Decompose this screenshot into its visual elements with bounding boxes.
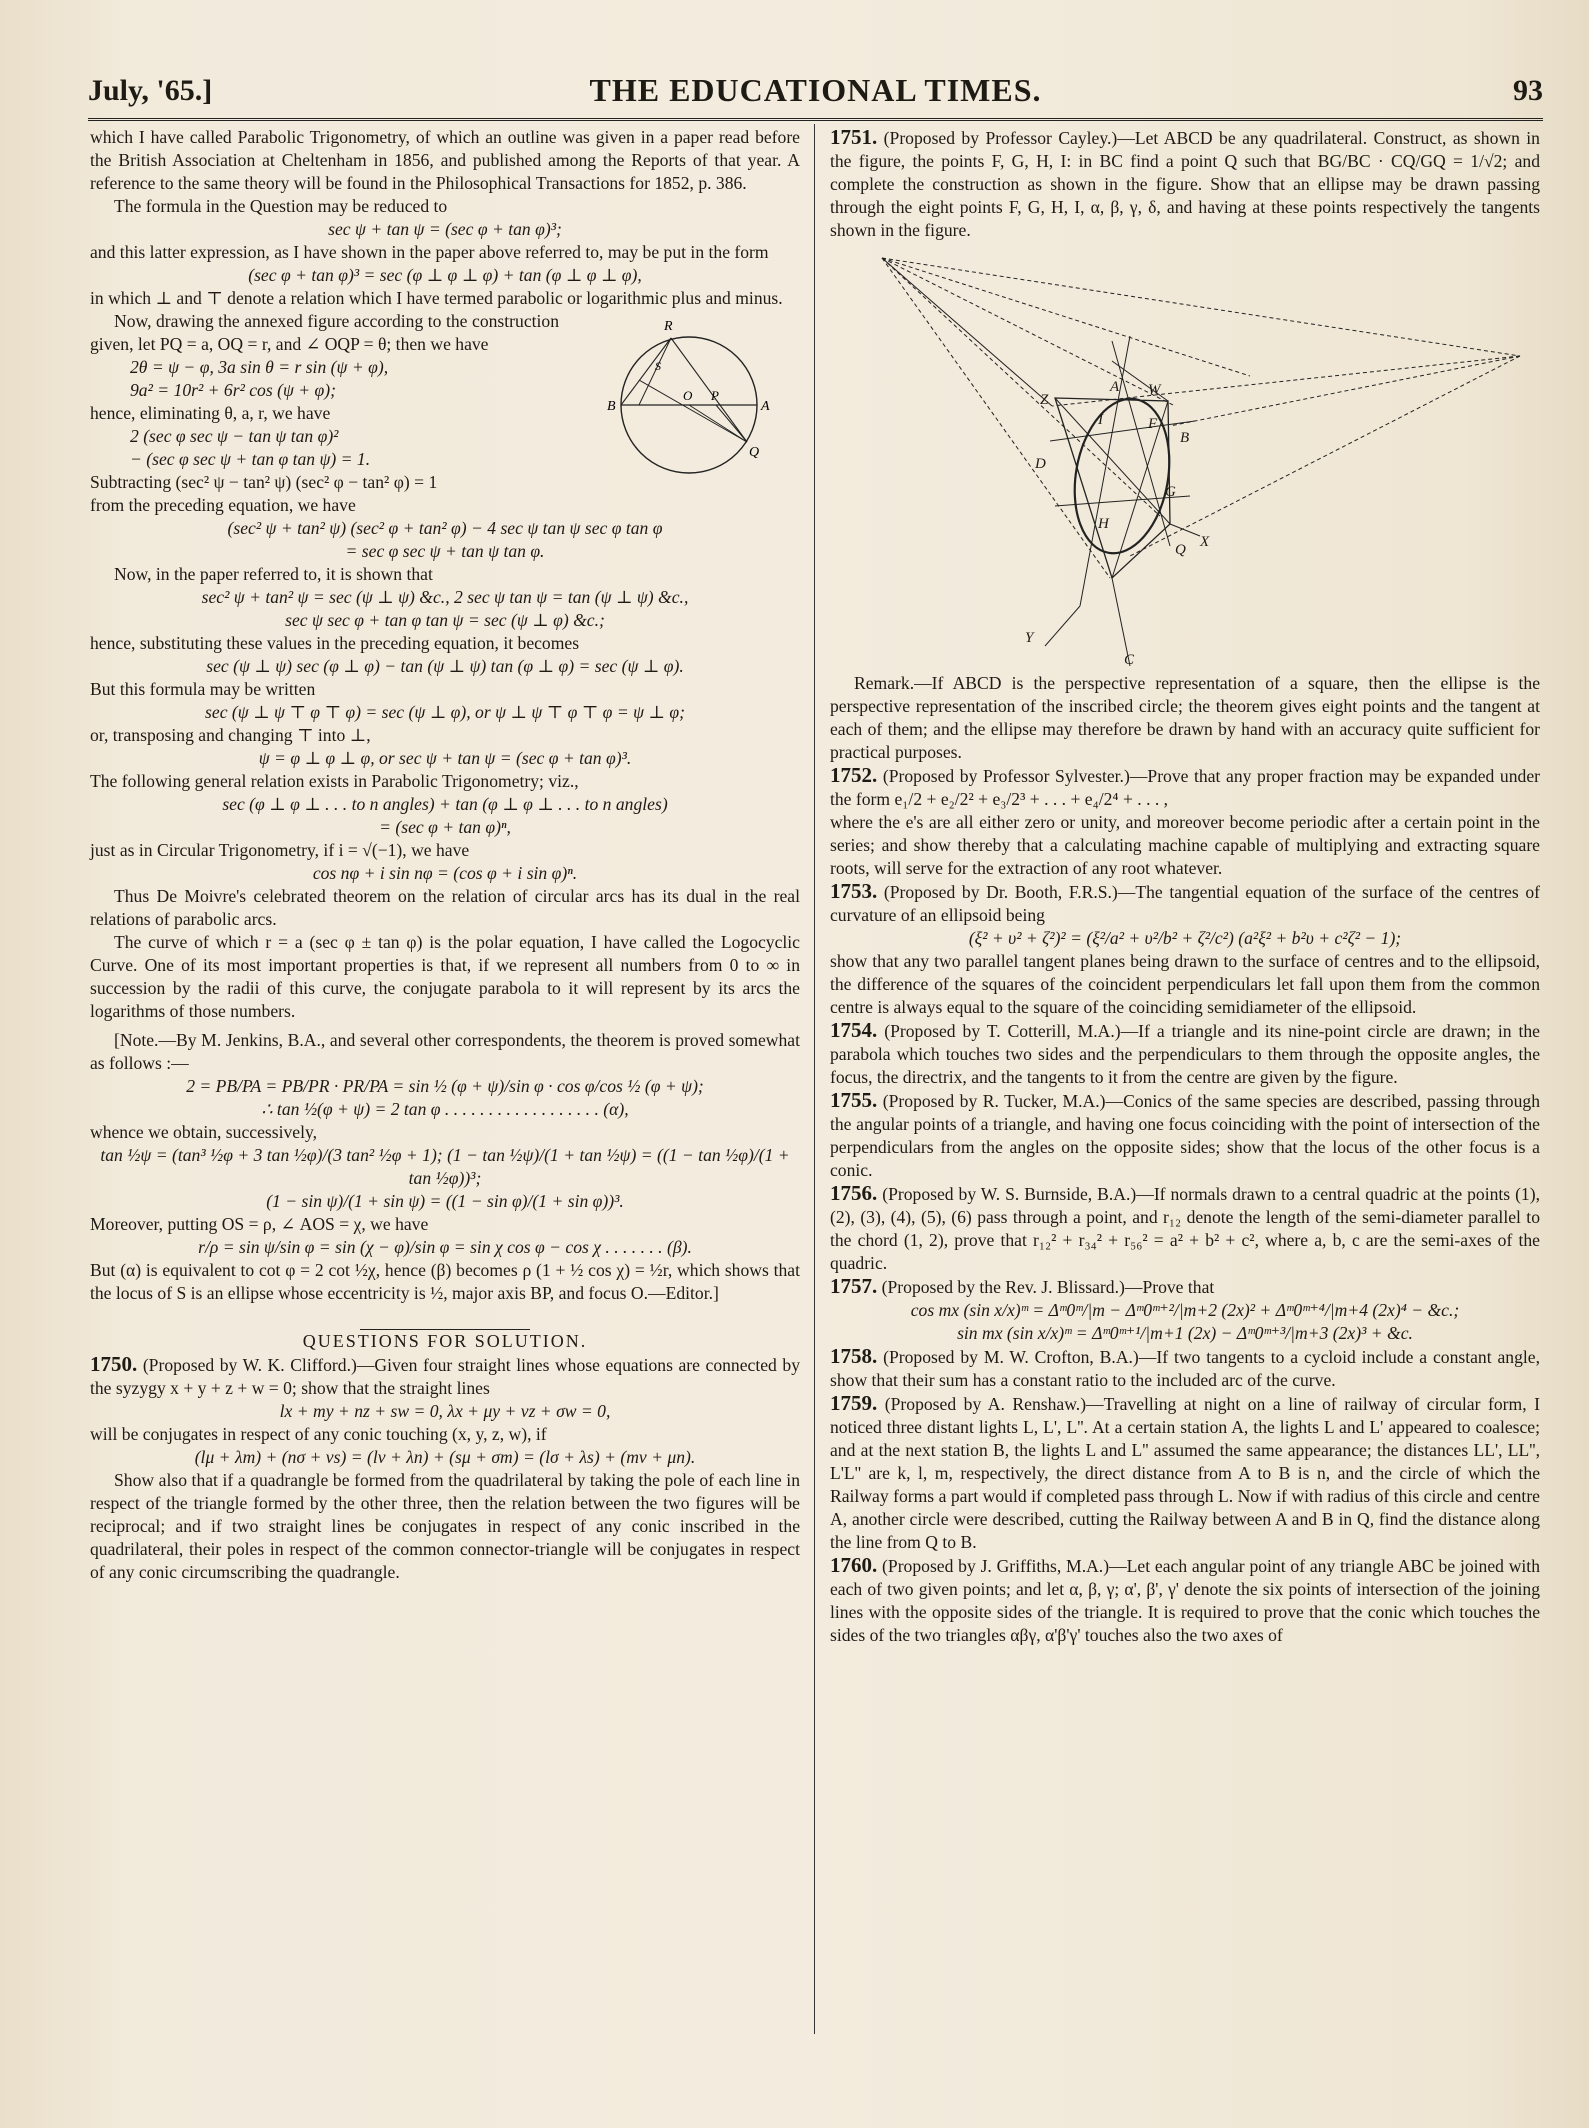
equation: sec ψ sec φ + tan φ tan ψ = sec (ψ ⊥ φ) &c.;	[285, 610, 605, 630]
header-title: THE EDUCATIONAL TIMES.	[589, 72, 1042, 108]
circle-figure	[571, 310, 796, 485]
question-1751	[830, 126, 1540, 242]
quadrilateral-ellipse-figure	[830, 246, 1540, 666]
question-1757	[830, 1275, 1540, 1299]
paragraph: Thus De Moivre's celebrated theorem on the relation of circular arcs has its dual in the real relations of parabolic arcs.	[90, 886, 800, 929]
equation: = (sec φ + tan φ)ⁿ,	[379, 817, 511, 837]
equation: sec (ψ ⊥ ψ ⊤ φ ⊤ φ) = sec (ψ ⊥ φ), or ψ ⊥ ψ ⊤ φ ⊤ φ = ψ ⊥ φ;	[205, 702, 685, 722]
equation: sec (φ ⊥ φ ⊥ . . . to n angles) + tan (φ ⊥ φ ⊥ . . . to n angles)	[222, 794, 668, 814]
question-text: (Proposed by Professor Cayley.)—Let ABCD be any quadrilateral. Construct, as shown in the figure, the points F, G, H, I: in BC find a point Q such that BG/BC · CQ/GQ = 1/√2; and complete the construction as shown in the figure. Show that an ellipse may be drawn passing through the eight points F, G, H, I, α, β, γ, δ, and having at these points respectively the tangents shown in the figure.	[830, 128, 1540, 240]
fig1-label-s: S	[655, 359, 661, 373]
paragraph: which I have called Parabolic Trigonometry, of which an outline was given in a paper read before the British Association at Cheltenham in 1856, and published among the Reports of that year. A reference to the same theory will be found in the Philosophical Transactions for 1852, p. 386.	[90, 127, 800, 193]
equation: ∴ tan ½(φ + ψ) = 2 tan φ . . . . . . . . . . . . . . . . . . (α),	[261, 1099, 629, 1119]
paragraph: just as in Circular Trigonometry, if i = √(−1), we have	[90, 840, 470, 860]
paragraph: hence, eliminating θ, a, r, we have	[90, 403, 331, 423]
paragraph: and this latter expression, as I have shown in the paper above referred to, may be put in the form	[90, 242, 769, 262]
paragraph: where the e's are all either zero or unity, and moreover become periodic after a certain point in the series; and show thereby that a calculating machine capable of multiplying and extracting square roots, will serve for the extraction of any root whatever.	[830, 812, 1540, 878]
question-text: (Proposed by T. Cotterill, M.A.)—If a triangle and its nine-point circle are drawn; in the parabola which touches two sides and the perpendiculars to them through the opposite angles, the focus, the directrix, and the tangents to it from the centre are given by the figure.	[830, 1021, 1540, 1087]
question-number: 1758.	[830, 1344, 878, 1368]
remark-paragraph: Remark.—If ABCD is the perspective representation of a square, then the ellipse is the perspective representation of the inscribed circle; the theorem gives eight points and the tangent at each of them; and the ellipse may therefore be drawn by hand with an accuracy quite sufficient for practical purposes.	[830, 673, 1540, 762]
fig2-label-b: B	[1180, 430, 1190, 446]
question-text: (Proposed by Dr. Booth, F.R.S.)—The tangential equation of the surface of the centres of curvature of an ellipsoid being	[830, 882, 1541, 925]
fig2-label-a: A	[1110, 379, 1120, 395]
fig2-label-y: Y	[1025, 630, 1034, 646]
question-1755	[830, 1089, 1540, 1182]
fig2-label-z: Z	[1040, 392, 1049, 408]
note-paragraph: [Note.—By M. Jenkins, B.A., and several other correspondents, the theorem is proved somewhat as follows :—	[90, 1030, 800, 1073]
paragraph: But (α) is equivalent to cot φ = 2 cot ½χ, hence (β) becomes ρ (1 + ½ cos χ) = ½r, which shows that the locus of S is an ellipse whose eccentricity is ½, major axis BP, and focus O.—Editor.]	[90, 1260, 800, 1303]
question-number: 1760.	[830, 1553, 878, 1577]
equation: sec ψ + tan ψ = (sec φ + tan φ)³;	[328, 219, 562, 239]
equation: (ξ² + υ² + ζ²)² = (ξ²/a² + υ²/b² + ζ²/c²) (a²ξ² + b²υ + c²ζ² − 1);	[968, 928, 1402, 948]
equation: cos mx (sin x/x)ᵐ = Δᵐ0ᵐ/|m − Δᵐ0ᵐ⁺²/|m+2 (2x)² + Δᵐ0ᵐ⁺⁴/|m+4 (2x)⁴ − &c.;	[910, 1300, 1460, 1320]
paragraph: The curve of which r = a (sec φ ± tan φ) is the polar equation, I have called the Logocyclic Curve. One of its most important properties is that, if we represent all numbers from 0 to ∞ in succession by the radii of this curve, the conjugate parabola to it will represent by its arcs the logarithms of those numbers.	[90, 932, 800, 1021]
right-column	[830, 126, 1540, 1647]
fig2-label-g: G	[1165, 484, 1176, 500]
equation: r/ρ = sin ψ/sin φ = sin (χ − φ)/sin φ = sin χ cos φ − cos χ . . . . . . . (β).	[198, 1237, 692, 1257]
question-1753	[830, 880, 1540, 927]
question-text: (Proposed by A. Renshaw.)—Travelling at night on a line of railway of circular form, I noticed three distant lights L, L', L''. At a certain station A, the lights L and L' appeared to coalesce; and at the next station B, the lights L and L'' assumed the same appearance; the distances LL', LL'', L'L'' are k, l, m, respectively, the direct distance from A to B is n, and the circle of which the Railway forms a part would if completed pass through L. Now if with radius of this circle and centre A, another circle were described, cutting the Railway between A and B in Q, find the distance along the line from Q to B.	[830, 1394, 1540, 1552]
header-rule	[88, 118, 1543, 121]
question-number: 1750.	[90, 1352, 138, 1376]
paragraph: whence we obtain, successively,	[90, 1122, 318, 1142]
question-1754	[830, 1019, 1540, 1089]
fig1-label-r: R	[664, 319, 673, 334]
fig1-label-p: P	[711, 388, 719, 403]
paragraph: or, transposing and changing ⊤ into ⊥,	[90, 725, 371, 745]
question-number: 1753.	[830, 879, 878, 903]
equation: sec² ψ + tan² ψ = sec (ψ ⊥ ψ) &c., 2 sec ψ tan ψ = tan (ψ ⊥ ψ) &c.,	[201, 587, 689, 607]
paragraph: The following general relation exists in Parabolic Trigonometry; viz.,	[90, 771, 579, 791]
question-text: (Proposed by W. K. Clifford.)—Given four straight lines whose equations are connected by the syzygy x + y + z + w = 0; show that the straight lines	[90, 1355, 801, 1398]
fig2-label-h: H	[1098, 516, 1109, 532]
paragraph: Now, in the paper referred to, it is shown that	[114, 564, 433, 584]
question-number: 1751.	[830, 125, 878, 149]
question-number: 1756.	[830, 1181, 878, 1205]
section-heading: QUESTIONS FOR SOLUTION.	[302, 1331, 588, 1351]
fig2-label-d: D	[1035, 456, 1046, 472]
question-text: (Proposed by J. Griffiths, M.A.)—Let each angular point of any triangle ABC be joined with each of two given points; and let α, β, γ; α', β', γ' denote the six points of intersection of the joining lines with the opposite sides of the triangle. It is required to prove that the conic which touches the sides of the two triangles αβγ, α'β'γ' touches also the two axes of	[830, 1556, 1540, 1645]
paragraph: But this formula may be written	[90, 679, 316, 699]
question-text: (Proposed by W. S. Burnside, B.A.)—If normals drawn to a central quadric at the points (1), (2), (3), (4), (5), (6) pass through a point, and r₁₂ denote the length of the semi-diameter parallel to the chord (1, 2), prove that r₁₂² + r₃₄² + r₅₆² = a² + b² + c², where a, b, c are the semi-axes of the quadric.	[830, 1184, 1540, 1273]
paragraph: will be conjugates in respect of any conic touching (x, y, z, w), if	[90, 1424, 547, 1444]
paragraph: Show also that if a quadrangle be formed from the quadrilateral by taking the pole of each line in respect of the triangle formed by the other three, then the relation between the two figures will be reciprocal; and if two straight lines be conjugates in respect of any conic inscribed in the quadrilateral, their poles in respect of the common connector-triangle will be conjugates in respect of any conic circumscribing the quadrangle.	[90, 1470, 800, 1582]
equation: 9a² = 10r² + 6r² cos (ψ + φ);	[130, 380, 336, 400]
header-page-number: 93	[1513, 74, 1543, 107]
equation: cos nφ + i sin nφ = (cos φ + i sin φ)ⁿ.	[312, 863, 578, 883]
paragraph: hence, substituting these values in the preceding equation, it becomes	[90, 633, 580, 653]
paragraph: The formula in the Question may be reduced to	[114, 196, 448, 216]
equation: tan ½ψ = (tan³ ½φ + 3 tan ½φ)/(3 tan² ½φ + 1); (1 − tan ½ψ)/(1 + tan ½ψ) = ((1 − tan ½φ)/(1 + tan ½φ))³;	[100, 1145, 790, 1188]
paragraph: show that any two parallel tangent planes being drawn to the surface of centres and to the ellipsoid, the difference of the squares of the coincident perpendiculars let fall upon them from the common centre is always equal to the square of the coinciding semidiameter of the ellipsoid.	[830, 951, 1540, 1017]
equation: sec (ψ ⊥ ψ) sec (φ ⊥ φ) − tan (ψ ⊥ ψ) tan (φ ⊥ φ) = sec (ψ ⊥ φ).	[206, 656, 684, 676]
question-number: 1759.	[830, 1391, 878, 1415]
equation: 2 (sec φ sec ψ − tan ψ tan φ)²	[130, 426, 339, 446]
equation: 2θ = ψ − φ, 3a sin θ = r sin (ψ + φ),	[130, 357, 389, 377]
equation: sin mx (sin x/x)ᵐ = Δᵐ0ᵐ⁺¹/|m+1 (2x) − Δᵐ0ᵐ⁺³/|m+3 (2x)³ + &c.	[957, 1323, 1413, 1343]
question-text: (Proposed by R. Tucker, M.A.)—Conics of the same species are described, passing through the angular points of a triangle, and having one focus coinciding with the point of intersection of the perpendiculars from the angles on the opposite sides; show that the locus of the other focus is a conic.	[830, 1091, 1540, 1180]
fig1-label-b: B	[607, 399, 616, 414]
fig1-label-q: Q	[749, 445, 760, 460]
fig2-label-c: C	[1124, 652, 1135, 666]
fig1-label-o: O	[683, 388, 693, 403]
question-text: (Proposed by the Rev. J. Blissard.)—Prove that	[881, 1277, 1215, 1297]
equation: 2 = PB/PA = PB/PR · PR/PA = sin ½ (φ + ψ)/sin φ · cos φ/cos ½ (φ + ψ);	[186, 1076, 704, 1096]
question-1756	[830, 1182, 1540, 1275]
question-number: 1757.	[830, 1274, 878, 1298]
equation: (sec² ψ + tan² ψ) (sec² φ + tan² φ) − 4 sec ψ tan ψ sec φ tan φ	[227, 518, 663, 538]
fig2-label-w: W	[1148, 382, 1161, 398]
header-date: July, '65.]	[88, 74, 213, 107]
equation: (sec φ + tan φ)³ = sec (φ ⊥ φ ⊥ φ) + tan (φ ⊥ φ ⊥ φ),	[248, 265, 642, 285]
question-1752	[830, 764, 1540, 811]
question-1760	[830, 1554, 1540, 1647]
equation: (lμ + λm) + (nσ + νs) = (lν + λn) + (sμ + σm) = (lσ + λs) + (mν + μn).	[194, 1447, 696, 1467]
equation: ψ = φ ⊥ φ ⊥ φ, or sec ψ + tan ψ = (sec φ + tan φ)³.	[258, 748, 632, 768]
fig1-label-a: A	[761, 399, 770, 414]
paragraph: in which ⊥ and ⊤ denote a relation which I have termed parabolic or logarithmic plus and minus.	[90, 288, 783, 308]
question-1758	[830, 1345, 1540, 1392]
question-text: (Proposed by M. W. Crofton, B.A.)—If two tangents to a cycloid include a constant angle, show that their sum has a constant ratio to the included arc of the curve.	[830, 1347, 1540, 1390]
question-1759	[830, 1392, 1540, 1554]
paragraph: from the preceding equation, we have	[90, 495, 356, 515]
fig2-label-x: X	[1200, 534, 1210, 550]
question-1750	[90, 1353, 800, 1400]
equation: − (sec φ sec ψ + tan φ tan ψ) = 1.	[130, 449, 371, 469]
equation: = sec φ sec ψ + tan ψ tan φ.	[345, 541, 545, 561]
left-column	[90, 126, 800, 1584]
fig2-label-f: F	[1148, 416, 1158, 432]
paragraph: Moreover, putting OS = ρ, ∠ AOS = χ, we have	[90, 1214, 429, 1234]
fig2-label-q: Q	[1175, 542, 1186, 558]
question-number: 1752.	[830, 763, 878, 787]
column-rule	[814, 124, 815, 2034]
question-text: (Proposed by Professor Sylvester.)—Prove that any proper fraction may be expanded under the form e₁/2 + e₂/2² + e₃/2³ + . . . + e₄/2⁴ + . . . ,	[830, 766, 1540, 809]
paragraph: Subtracting (sec² ψ − tan² ψ) (sec² φ − tan² φ) = 1	[90, 472, 438, 492]
question-number: 1755.	[830, 1088, 878, 1112]
paragraph: Now, drawing the annexed figure according to the construction given, let PQ = a, OQ = r, and ∠ OQP = θ; then we have	[90, 311, 559, 354]
question-number: 1754.	[830, 1018, 878, 1042]
equation: (1 − sin ψ)/(1 + sin ψ) = ((1 − sin φ)/(1 + sin φ))³.	[266, 1191, 624, 1211]
page-header	[88, 70, 1543, 118]
equation: lx + my + nz + sw = 0, λx + μy + νz + σw = 0,	[279, 1401, 611, 1421]
fig2-label-i: I	[1098, 412, 1103, 428]
